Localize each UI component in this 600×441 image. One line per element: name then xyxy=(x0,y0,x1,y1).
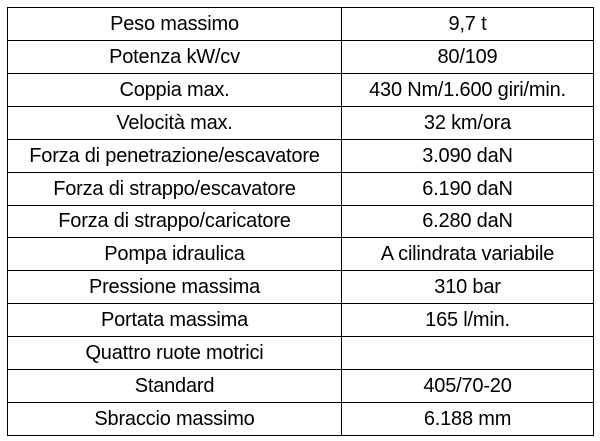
table-row xyxy=(8,106,594,139)
table-row xyxy=(8,304,594,337)
spec-label: Pompa idraulica xyxy=(8,238,342,271)
spec-value: 6.280 daN xyxy=(342,205,594,238)
table-row xyxy=(8,139,594,172)
table-row xyxy=(8,205,594,238)
table-row xyxy=(8,8,594,41)
spec-label: Velocità max. xyxy=(8,106,342,139)
spec-label: Standard xyxy=(8,370,342,403)
spec-value: 3.090 daN xyxy=(342,139,594,172)
spec-label: Coppia max. xyxy=(8,73,342,106)
spec-value: 405/70-20 xyxy=(342,370,594,403)
specifications-table xyxy=(7,7,594,436)
spec-label: Peso massimo xyxy=(8,8,342,41)
spec-value: 32 km/ora xyxy=(342,106,594,139)
table-row xyxy=(8,370,594,403)
spec-value: 80/109 xyxy=(342,40,594,73)
spec-label: Portata massima xyxy=(8,304,342,337)
spec-label: Sbraccio massimo xyxy=(8,403,342,436)
spec-value: A cilindrata variabile xyxy=(342,238,594,271)
table-row xyxy=(8,238,594,271)
table-row xyxy=(8,337,594,370)
table-row xyxy=(8,271,594,304)
spec-label: Potenza kW/cv xyxy=(8,40,342,73)
spec-value: 6.188 mm xyxy=(342,403,594,436)
table-row xyxy=(8,73,594,106)
spec-label: Quattro ruote motrici xyxy=(8,337,342,370)
spec-label: Forza di strappo/escavatore xyxy=(8,172,342,205)
spec-value: 430 Nm/1.600 giri/min. xyxy=(342,73,594,106)
table-row xyxy=(8,172,594,205)
table-row xyxy=(8,403,594,436)
spec-label: Forza di penetrazione/escavatore xyxy=(8,139,342,172)
spec-label: Pressione massima xyxy=(8,271,342,304)
table-row xyxy=(8,40,594,73)
spec-value: 6.190 daN xyxy=(342,172,594,205)
specifications-table-body xyxy=(8,8,594,436)
spec-value xyxy=(342,337,594,370)
spec-value: 310 bar xyxy=(342,271,594,304)
spec-value: 165 l/min. xyxy=(342,304,594,337)
spec-value: 9,7 t xyxy=(342,8,594,41)
spec-label: Forza di strappo/caricatore xyxy=(8,205,342,238)
